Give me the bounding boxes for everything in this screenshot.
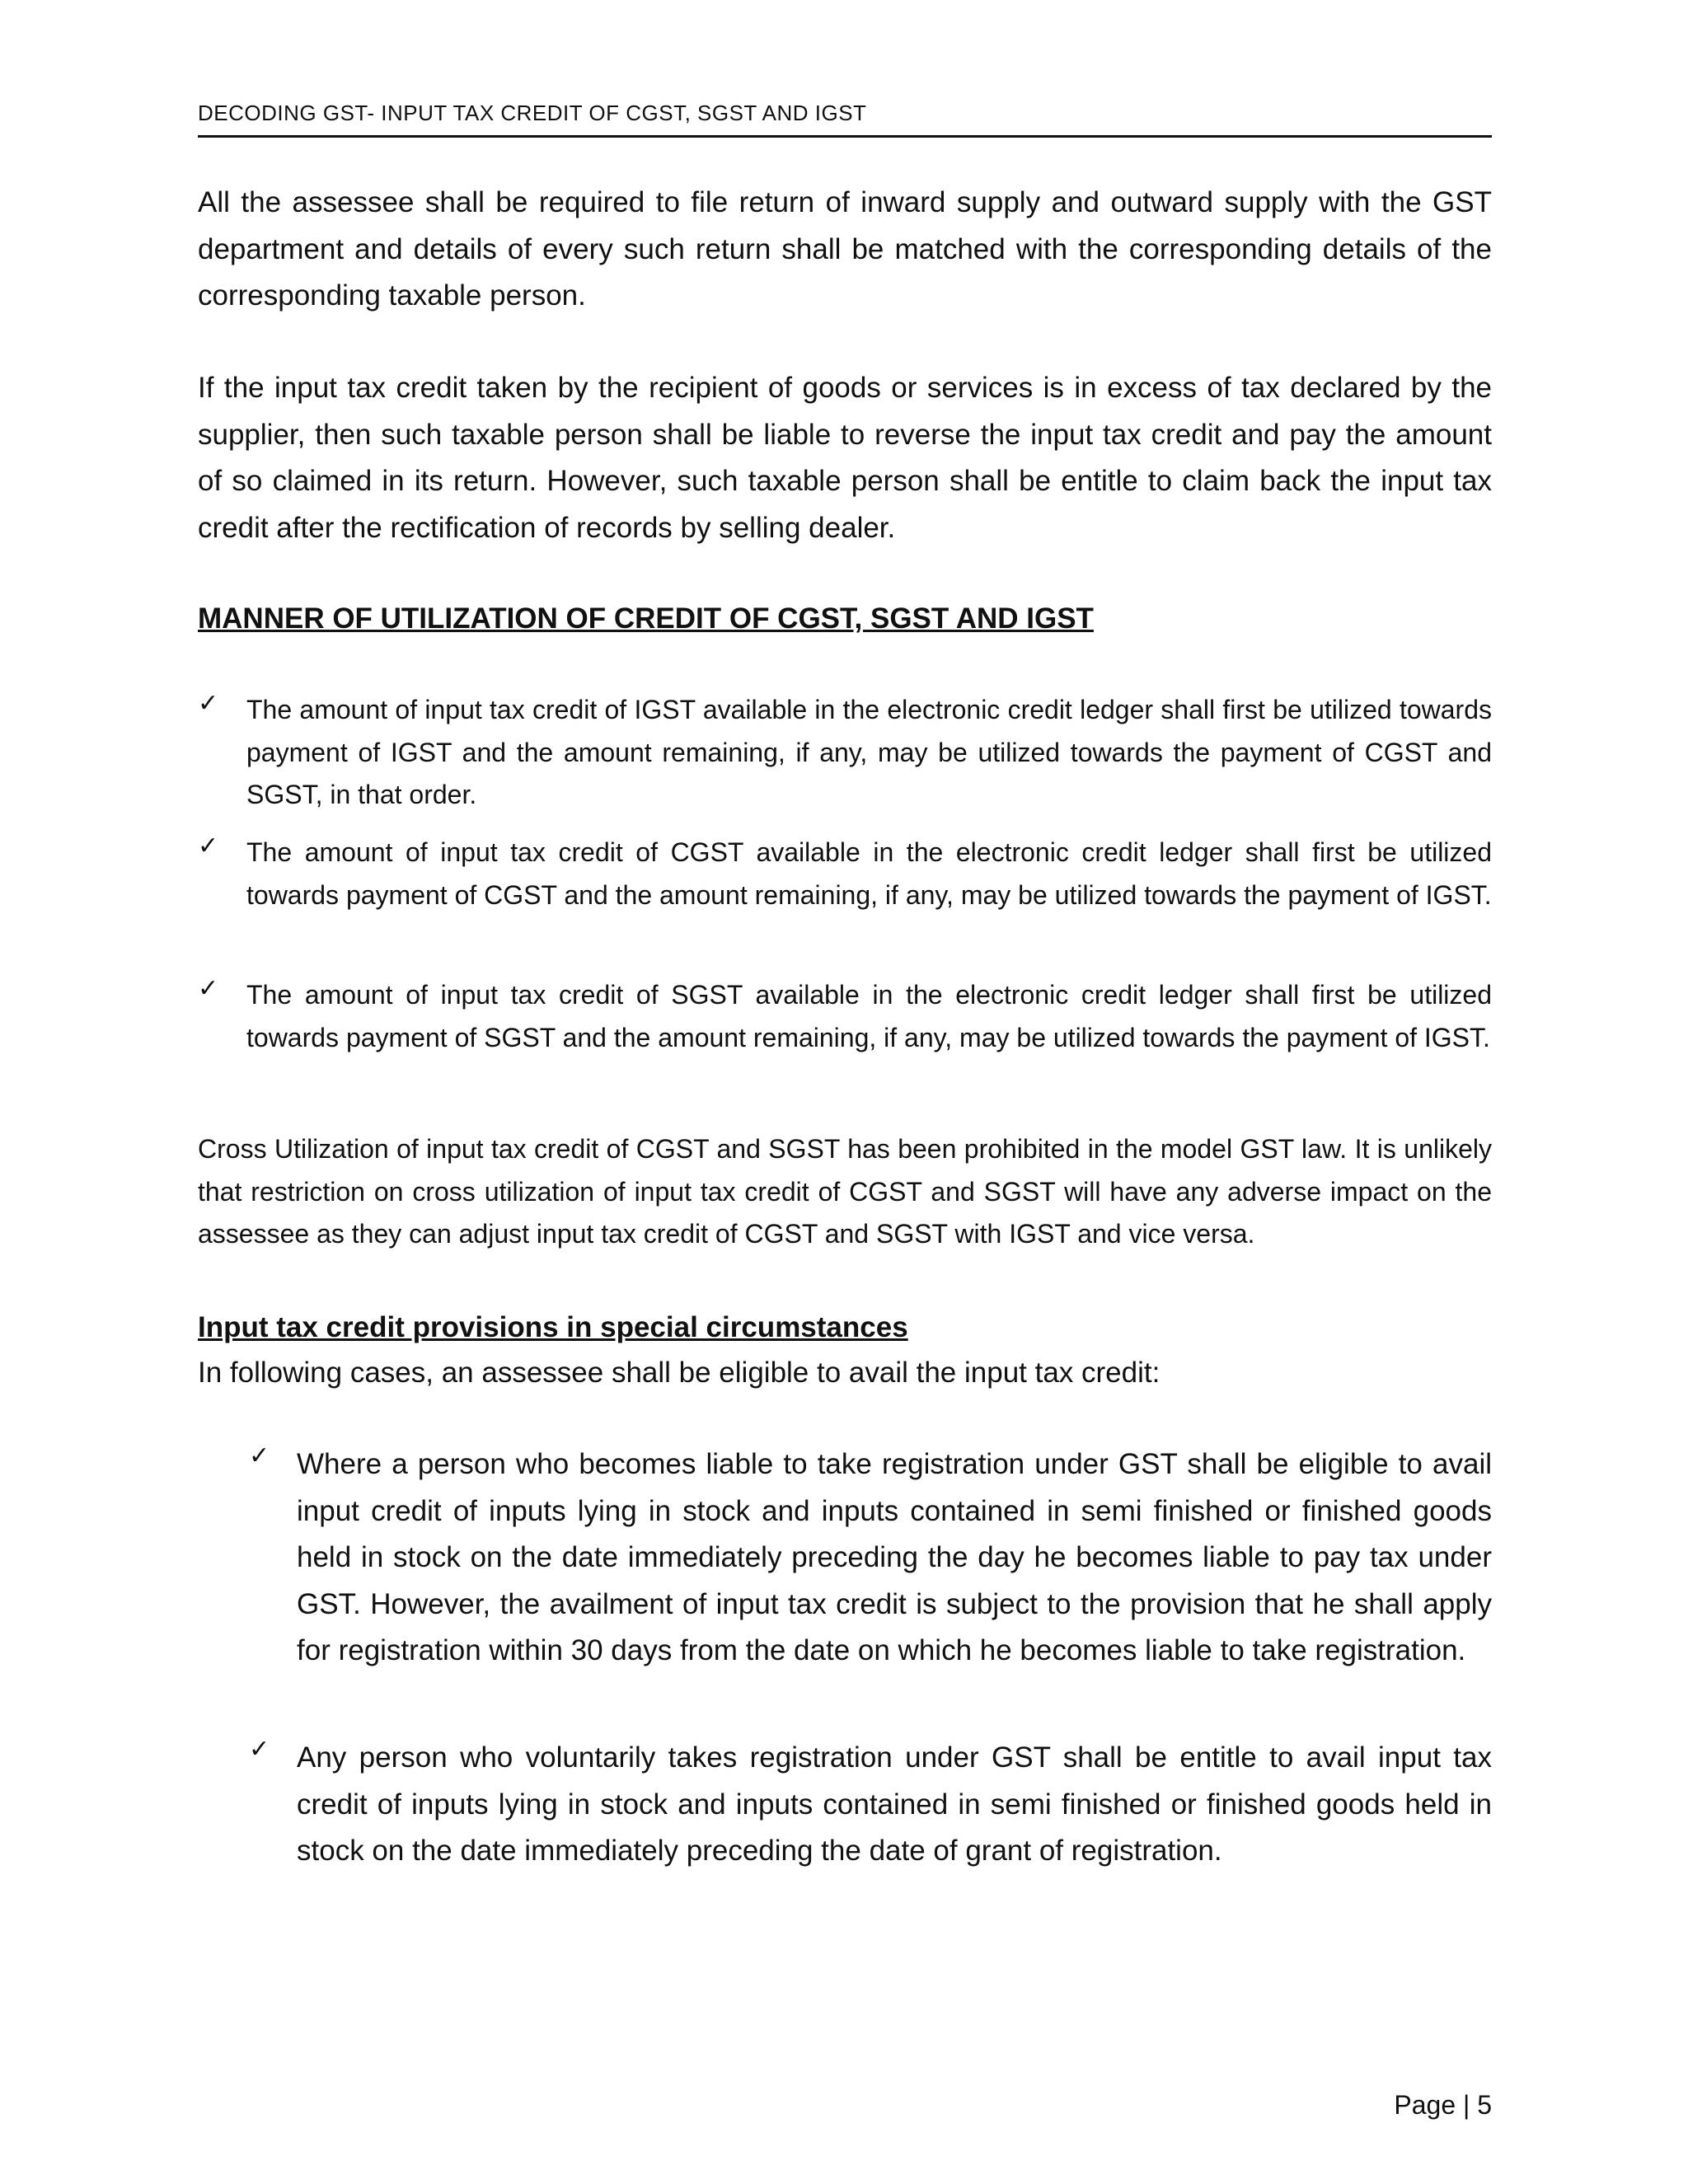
paragraph-excess-credit: If the input tax credit taken by the recipient of goods or services is in excess of tax declared by the supplier, then such taxable person shall be liable to reverse the input tax credit and pay the amount of so claimed in its return. However, such taxable person shall be entitle to claim back the input tax credit after the rectification of records by selling dealer.	[198, 372, 1492, 544]
list-item-text: The amount of input tax credit of CGST available in the electronic credit ledger shall first be utilized towards payment of CGST and the amount remaining, if any, may be utilized towards the payment of IGST.	[246, 837, 1492, 910]
list-item-text: The amount of input tax credit of SGST available in the electronic credit ledger shall first be utilized towards payment of SGST and the amount remaining, if any, may be utilized towards the payment of IGST.	[246, 980, 1492, 1052]
paragraph-return-filing: All the assessee shall be required to file return of inward supply and outward supply with the GST department and details of every such return shall be matched with the corresponding details of the corresponding taxable person.	[198, 186, 1492, 312]
check-mark-icon: ✓	[249, 1735, 270, 1764]
running-header: DECODING GST- INPUT TAX CREDIT OF CGST, SGST AND IGST	[198, 101, 1492, 138]
paragraph-cross-utilization: Cross Utilization of input tax credit of CGST and SGST has been prohibited in the model GST law. It is unlikely that restriction on cross utilization of input tax credit of CGST and SGST will have any adverse impact on the assessee as they can adjust input tax credit of CGST and SGST with IGST and vice versa.	[198, 1134, 1492, 1249]
section-heading-special-circumstances: Input tax credit provisions in special circumstances	[198, 1311, 908, 1343]
list-item-text: Any person who voluntarily takes registration under GST shall be entitle to avail input tax credit of inputs lying in stock and inputs contained in semi finished or finished goods held in stock on the date immediately preceding the date of grant of registration.	[297, 1741, 1492, 1867]
list-item-text: Where a person who becomes liable to take registration under GST shall be eligible to avail input credit of inputs lying in stock and inputs contained in semi finished or finished goods held in stock on the date immediately preceding the day he becomes liable to pay tax under GST. However, the availment of input tax credit is subject to the provision that he shall apply for registration within 30 days from the date on which he becomes liable to take registration.	[297, 1448, 1492, 1666]
check-mark-icon: ✓	[198, 832, 219, 860]
check-mark-icon: ✓	[198, 689, 219, 718]
section-intro: In following cases, an assessee shall be eligible to avail the input tax credit:	[198, 1357, 1160, 1389]
page-number: Page | 5	[1394, 2090, 1492, 2120]
check-mark-icon: ✓	[198, 974, 219, 1003]
list-item-text: The amount of input tax credit of IGST available in the electronic credit ledger shall first be utilized towards payment of IGST and the amount remaining, if any, may be utilized towards the payment of CGST and SGST, in that order.	[246, 695, 1492, 809]
document-page	[198, 0, 1492, 2184]
check-mark-icon: ✓	[249, 1441, 270, 1470]
section-heading-utilization: MANNER OF UTILIZATION OF CREDIT OF CGST, SGST AND IGST	[198, 602, 1094, 635]
